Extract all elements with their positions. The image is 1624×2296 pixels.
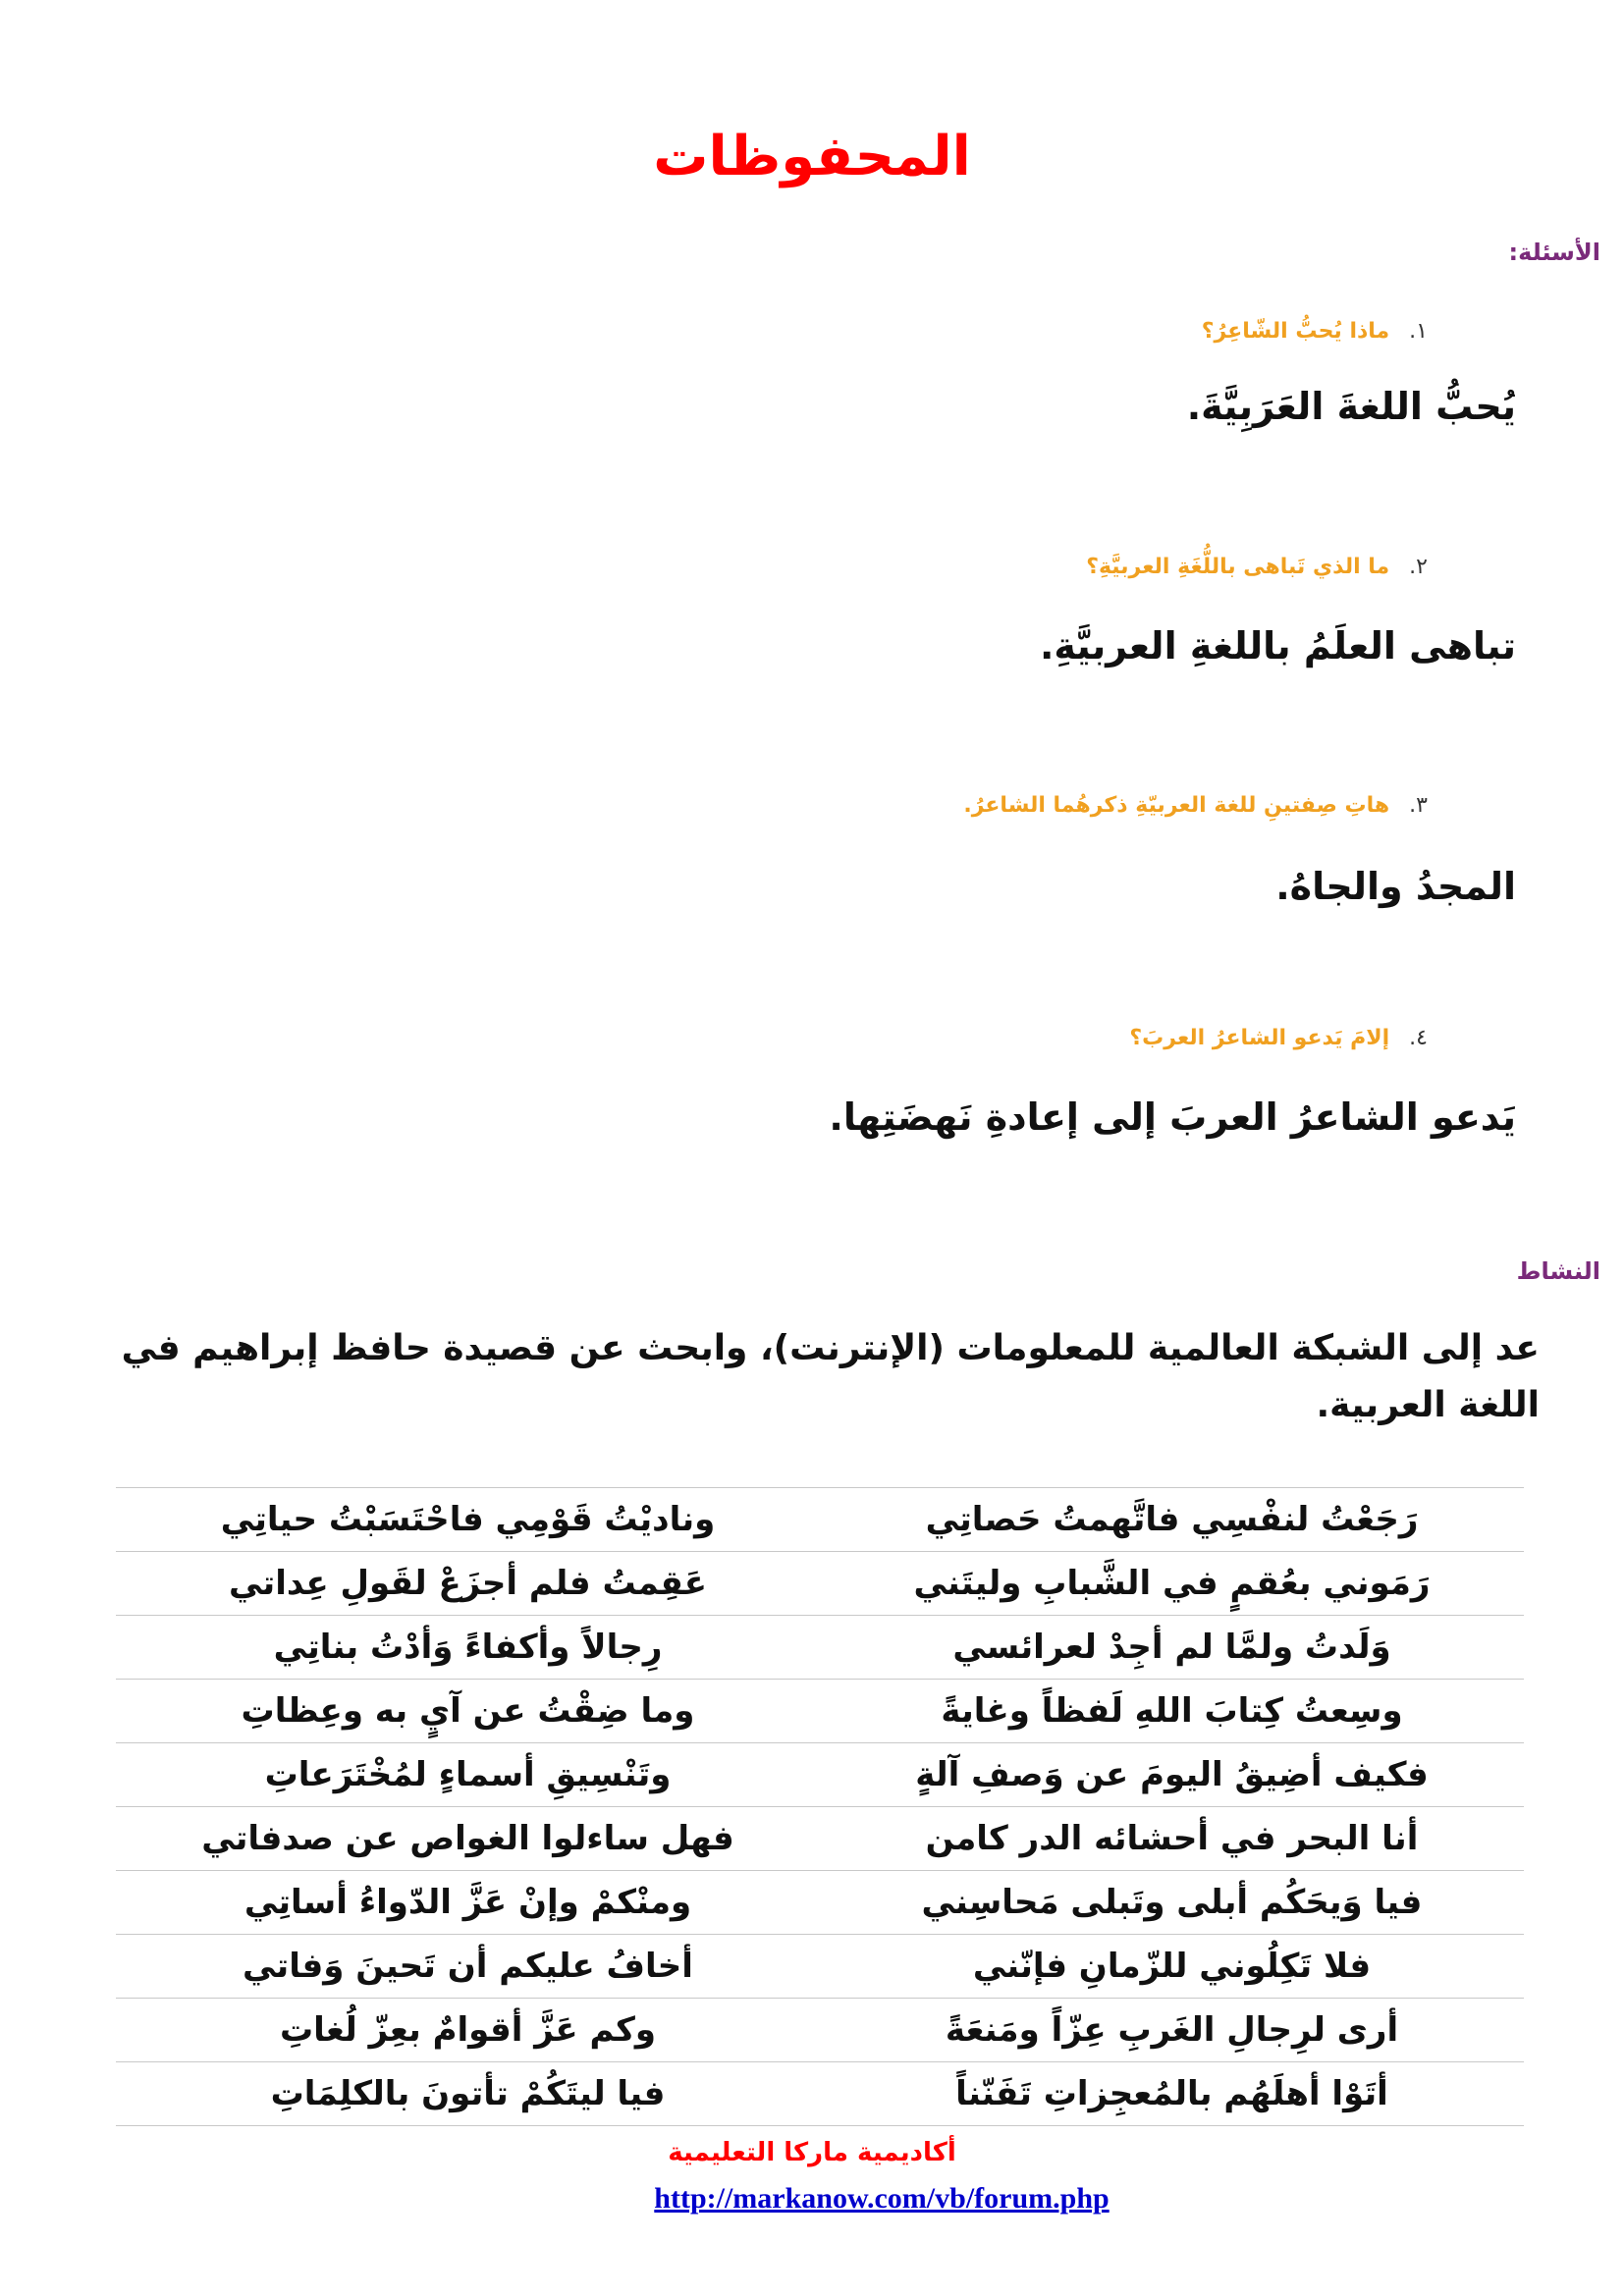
verse-right: أتَوْا أهلَهُم بالمُعجِزاتِ تَفَنّناً: [955, 2074, 1388, 2113]
poem-row: [116, 1679, 1524, 1742]
footer-forum-link[interactable]: http://markanow.com/vb/forum.php: [654, 2182, 1110, 2215]
verse-right: فلا تَكِلُوني للزّمانِ فإنّني: [972, 1947, 1372, 1986]
verse-right: أنا البحر في أحشائه الدر كامن: [925, 1819, 1419, 1858]
question-text: إلامَ يَدعو الشاعرُ العربَ؟: [1129, 1026, 1390, 1050]
poem-row: [116, 1487, 1524, 1551]
question-2: [1086, 555, 1428, 579]
question-3: [963, 793, 1428, 818]
poem-row: [116, 1551, 1524, 1615]
verse-right: وسِعتُ كِتابَ اللهِ لَفظاً وغايةً: [941, 1691, 1403, 1731]
page-title: المحفوظات: [653, 125, 971, 188]
answer-4: يَدعو الشاعرُ العربَ إلى إعادةِ نَهضَتِها.: [829, 1095, 1516, 1139]
verse-right: أرى لرِجالِ الغَربِ عِزّاً ومَنعَةً: [945, 2010, 1399, 2050]
verse-left: وتَنْسِيقِ أسماءٍ لمُخْتَرَعاتِ: [264, 1755, 672, 1794]
verse-right: رَجَعْتُ لنفْسِي فاتَّهمتُ حَصاتِي: [925, 1500, 1419, 1539]
question-number: ٤.: [1409, 1026, 1428, 1050]
verse-right: رَمَوني بعُقمٍ في الشَّبابِ وليتَني: [913, 1564, 1431, 1603]
verse-right: فيا وَيحَكُم أبلى وتَبلى مَحاسِني: [921, 1883, 1423, 1922]
verse-left: وما ضِقْتُ عن آيٍ به وعِظاتِ: [241, 1691, 695, 1731]
poem-row: [116, 1934, 1524, 1998]
verse-right: وَلَدتُ ولمَّا لم أجِدْ لعرائسي: [952, 1628, 1391, 1667]
poem-row: [116, 1870, 1524, 1934]
question-number: ٣.: [1409, 793, 1428, 818]
poem-row: [116, 1615, 1524, 1679]
answer-2: تباهى العلَمُ باللغةِ العربيَّةِ.: [1039, 624, 1516, 667]
footer-academy-name: أكاديمية ماركا التعليمية: [668, 2138, 956, 2167]
verse-left: فيا ليتَكُمْ تأتونَ بالكلِمَاتِ: [270, 2074, 666, 2113]
poem-row: [116, 1806, 1524, 1870]
poem-table: [116, 1487, 1524, 2126]
question-text: ماذا يُحبُّ الشّاعِرُ؟: [1201, 319, 1390, 344]
question-text: ما الذي تَباهى باللُّغَةِ العربيَّةِ؟: [1086, 555, 1390, 579]
verse-left: وناديْتُ قَوْمِي فاحْتَسَبْتُ حياتِي: [220, 1500, 716, 1539]
answer-1: يُحبُّ اللغةَ العَرَبِيَّةَ.: [1186, 385, 1516, 428]
verse-left: وكم عَزَّ أقوامٌ بعِزّ لُغاتِ: [279, 2010, 657, 2050]
question-4: [1129, 1026, 1428, 1050]
poem-row: [116, 1998, 1524, 2061]
poem-row: [116, 2061, 1524, 2126]
question-number: ٢.: [1409, 555, 1428, 579]
verse-left: رِجالاً وأكفاءً وَأدْتُ بناتِي: [273, 1628, 663, 1667]
questions-heading: الأسئلة:: [1508, 239, 1600, 266]
question-text: هاتِ صِفتينِ للغة العربيّةِ ذكرهُما الشاعرُ.: [963, 793, 1390, 818]
verse-left: عَقِمتُ فلم أجزَعْ لقَولِ عِداتي: [229, 1564, 707, 1603]
verse-left: فهل ساءلوا الغواص عن صدفاتي: [201, 1819, 734, 1858]
question-1: [1202, 319, 1428, 344]
verse-right: فكيف أضِيقُ اليومَ عن وَصفِ آلةٍ: [915, 1755, 1429, 1794]
poem-row: [116, 1742, 1524, 1806]
answer-3: المجدُ والجاهُ.: [1275, 865, 1516, 908]
verse-left: أخافُ عليكم أن تَحينَ وَفاتي: [243, 1947, 693, 1986]
activity-text: عد إلى الشبكة العالمية للمعلومات (الإنترنت)، وابحث عن قصيدة حافظ إبراهيم في اللغة العربية.: [121, 1328, 1540, 1425]
verse-left: ومنْكمْ وإنْ عَزَّ الدّواءُ أساتِي: [244, 1883, 692, 1922]
activity-heading: النشاط: [1516, 1257, 1600, 1285]
question-number: ١.: [1409, 319, 1428, 344]
